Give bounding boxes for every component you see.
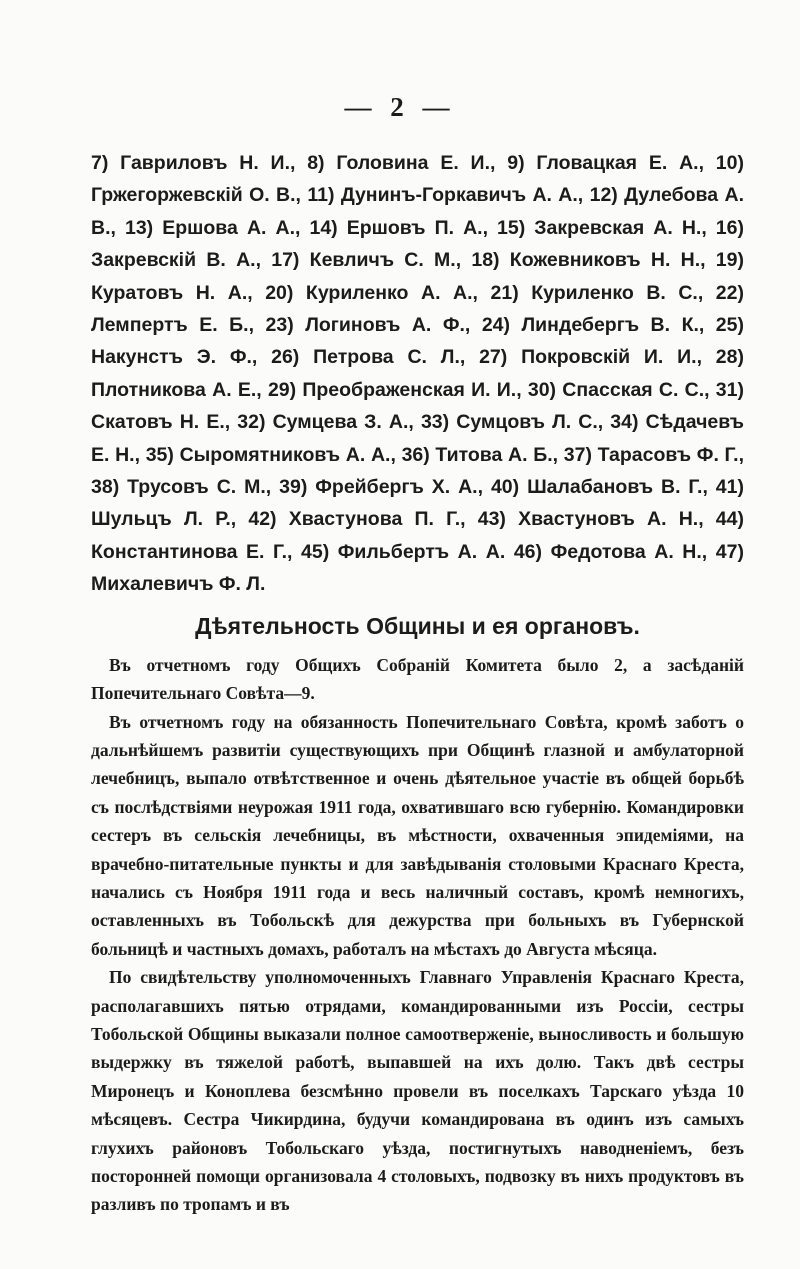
paragraph-council-duties: Въ отчетномъ году на обязанность Попечительнаго Совѣта, кромѣ заботъ о дальнѣйшемъ развитіи существующихъ при Общинѣ глазной и амбулаторной лечебницъ, выпало отвѣтственное и очень дѣятельное участіе въ общей борьбѣ съ послѣдствіями неурожая 1911 года, охватившаго всю губернію. Командировки сестеръ въ сельскія лечебницы, въ мѣстности, охваченныя эпидеміями, на врачебно-питательные пункты и для завѣдыванія столовыми Краснаго Креста, начались съ Ноября 1911 года и весь наличный составъ, кромѣ немногихъ, оставленныхъ въ Тобольскѣ для дежурства при больныхъ въ Губернской больницѣ и частныхъ домахъ, работалъ на мѣстахъ до Августа мѣсяца. [91,711,744,959]
section-heading: Дѣятельность Общины и ея органовъ. [195,612,640,639]
page-number: — 2 — [344,92,456,122]
paragraph-meetings: Въ отчетномъ году Общихъ Собраній Комитета было 2, а засѣданій Попечительнаго Совѣта—9. [91,654,744,704]
paragraph-testimony: По свидѣтельству уполномоченныхъ Главнаго Управленія Краснаго Креста, располагавшихъ пятью отрядами, командированными изъ Россіи, сестры Тобольской Общины выказали полное самоотверженіе, выносливость и большую выдержку въ тяжелой работѣ, выпавшей на ихъ долю. Такъ двѣ сестры Миронецъ и Коноплева безсмѣнно провели въ поселкахъ Тарскаго уѣзда 10 мѣсяцевъ. Сестра Чикирдина, будучи командирована въ одинъ изъ самыхъ глухихъ районовъ Тобольскаго уѣзда, постигнутыхъ наводненіемъ, безъ посторонней помощи организовала 4 столовыхъ, подвозку въ нихъ продуктовъ въ разливъ по тропамъ и въ [91,967,744,1215]
member-list: 7) Гавриловъ Н. И., 8) Головина Е. И., 9) Гловацкая Е. А., 10) Гржегоржевскій О. В., 11) Дунинъ-Горкавичъ А. А., 12) Дулебова А. В., 13) Ершова А. А., 14) Ершовъ П. А., 15) Закревская А. Н., 16) Закревскій В. А., 17) Кевличъ С. М., 18) Кожевниковъ Н. Н., 19) Куратовъ Н. А., 20) Куриленко А. А., 21) Куриленко В. С., 22) Лемпертъ Е. Б., 23) Логиновъ А. Ф., 24) Линдебергъ В. К., 25) Накунстъ Э. Ф., 26) Петрова С. Л., 27) Покровскій И. И., 28) Плотникова А. Е., 29) Преображенская И. И., 30) Спасская С. С., 31) Скатовъ Н. Е., 32) Сумцева З. А., 33) Сумцовъ Л. С., 34) Сѣдачевъ Е. Н., 35) Сыромятниковъ А. А., 36) Титова А. Б., 37) Тарасовъ Ф. Г., 38) Трусовъ С. М., 39) Фрейбергъ Х. А., 40) Шалабановъ В. Г., 41) Шульцъ Л. Р., 42) Хвастунова П. Г., 43) Хвастуновъ А. Н., 44) Константинова Е. Г., 45) Фильбертъ А. А. 46) Федотова А. Н., 47) Михалевичъ Ф. Л. [91,152,744,596]
